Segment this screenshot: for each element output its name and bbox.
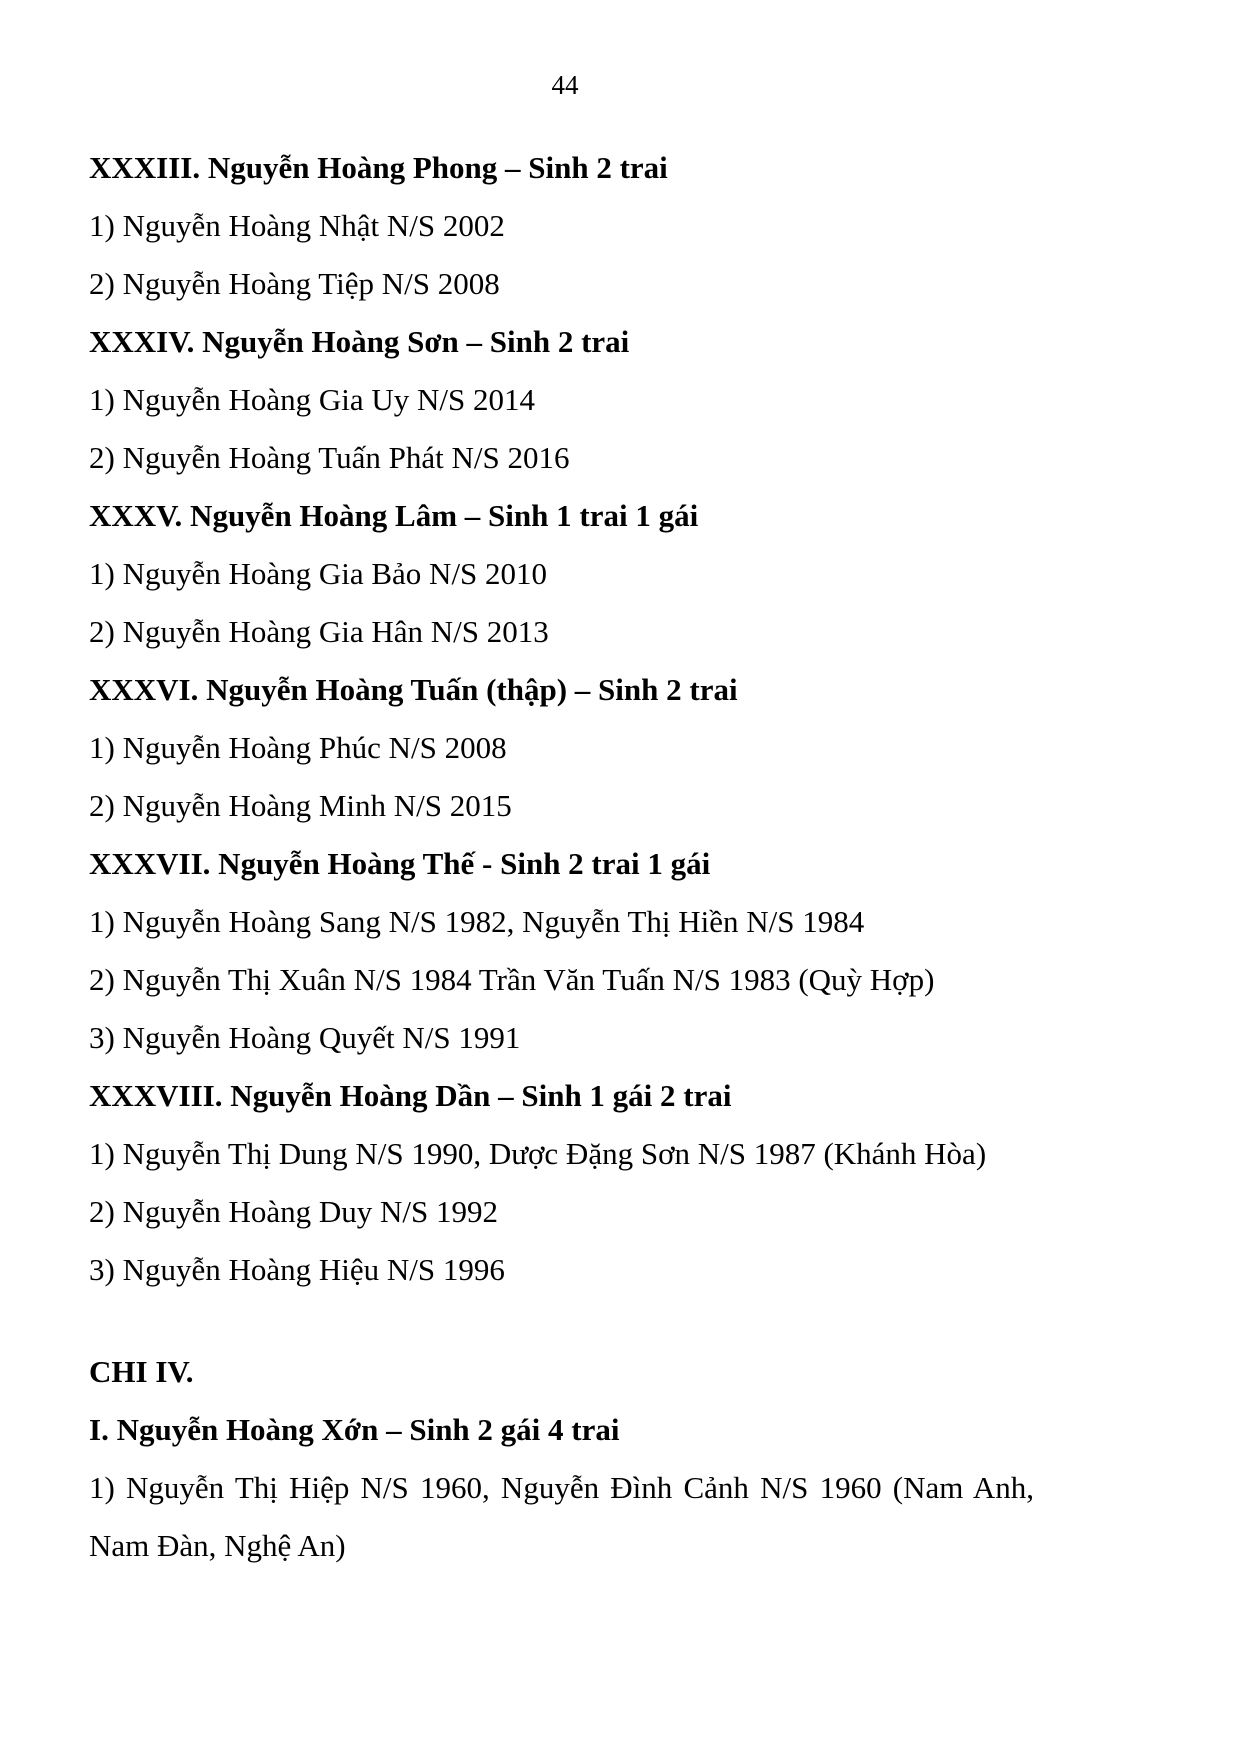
section-heading: XXXV. Nguyễn Hoàng Lâm – Sinh 1 trai 1 gái — [89, 498, 699, 533]
document-body — [89, 139, 1034, 1575]
page-number: 44 — [551, 70, 579, 100]
section-heading: I. Nguyễn Hoàng Xớn – Sinh 2 gái 4 trai — [89, 1412, 620, 1447]
list-item: 1) Nguyễn Hoàng Gia Uy N/S 2014 — [89, 382, 536, 417]
list-item: 1) Nguyễn Thị Dung N/S 1990, Dược Đặng Sơn N/S 1987 (Khánh Hòa) — [89, 1136, 987, 1171]
section-heading: XXXVII. Nguyễn Hoàng Thế - Sinh 2 trai 1 gái — [89, 846, 711, 881]
paragraph-gap — [89, 1299, 1034, 1343]
list-item: 1) Nguyễn Hoàng Nhật N/S 2002 — [89, 208, 505, 243]
list-item: 1) Nguyễn Thị Hiệp N/S 1960, Nguyễn Đình Cảnh N/S 1960 (Nam Anh, Nam Đàn, Nghệ An) — [89, 1470, 1034, 1563]
chapter-heading: CHI IV. — [89, 1354, 194, 1389]
section-heading: XXXVI. Nguyễn Hoàng Tuấn (thập) – Sinh 2 trai — [89, 672, 738, 707]
list-item: 2) Nguyễn Hoàng Minh N/S 2015 — [89, 788, 512, 823]
list-item: 2) Nguyễn Hoàng Duy N/S 1992 — [89, 1194, 498, 1229]
list-item: 1) Nguyễn Hoàng Phúc N/S 2008 — [89, 730, 507, 765]
list-item: 3) Nguyễn Hoàng Quyết N/S 1991 — [89, 1020, 521, 1055]
section-heading: XXXVIII. Nguyễn Hoàng Dần – Sinh 1 gái 2 trai — [89, 1078, 732, 1113]
list-item: 2) Nguyễn Hoàng Gia Hân N/S 2013 — [89, 614, 549, 649]
list-item: 1) Nguyễn Hoàng Gia Bảo N/S 2010 — [89, 556, 548, 591]
list-item: 2) Nguyễn Hoàng Tiệp N/S 2008 — [89, 266, 500, 301]
list-item: 1) Nguyễn Hoàng Sang N/S 1982, Nguyễn Thị Hiền N/S 1984 — [89, 904, 865, 939]
section-heading: XXXIII. Nguyễn Hoàng Phong – Sinh 2 trai — [89, 150, 668, 185]
list-item: 2) Nguyễn Thị Xuân N/S 1984 Trần Văn Tuấn N/S 1983 (Quỳ Hợp) — [89, 962, 935, 997]
list-item: 3) Nguyễn Hoàng Hiệu N/S 1996 — [89, 1252, 505, 1287]
list-item: 2) Nguyễn Hoàng Tuấn Phát N/S 2016 — [89, 440, 570, 475]
section-heading: XXXIV. Nguyễn Hoàng Sơn – Sinh 2 trai — [89, 324, 630, 359]
